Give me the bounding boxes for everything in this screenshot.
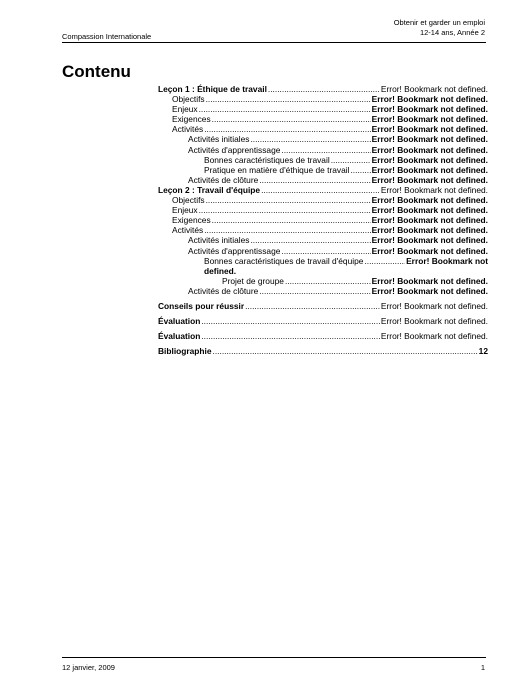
toc-entry-page: Error! Bookmark not defined. [371,104,488,115]
toc-entry-page: Error! Bookmark not defined. [380,300,488,311]
toc-entry[interactable] [158,276,488,286]
toc-leader [250,235,370,245]
toc-entry-page: Error! Bookmark not defined. [380,84,488,94]
toc-entry-text: Objectifs [172,195,205,206]
toc-leader [331,155,371,165]
toc-entry[interactable] [158,301,488,311]
header-document-info [394,18,485,37]
footer-page-number: 1 [480,663,485,672]
toc-entry-page: Error! Bookmark not defined. [371,275,488,286]
toc-entry-page: 12 [478,346,488,357]
toc-entry[interactable] [158,256,488,266]
toc-entry-text: Enjeux [172,205,198,216]
toc-leader [206,195,371,205]
toc-entry[interactable] [158,94,488,104]
toc-entry-text: Activités d'apprentissage [188,245,281,256]
toc-entry[interactable] [158,215,488,225]
toc-entry-page: Error! Bookmark not defined. [371,134,488,145]
toc-entry-page: Error! Bookmark not defined. [371,174,488,185]
toc-leader [250,134,370,144]
toc-leader [212,215,371,225]
toc-leader [213,346,478,356]
footer-date: 12 janvier, 2009 [62,663,115,672]
toc-entry-page: Error! Bookmark not defined. [371,225,488,236]
page-title: Contenu [62,62,131,81]
toc-entry-text: Évaluation [158,316,201,327]
toc-leader [281,246,370,256]
toc-entry-page: Error! Bookmark not defined. [371,94,488,105]
header-divider [62,42,486,43]
toc-leader [259,286,370,296]
toc-leader [259,175,370,185]
toc-entry-text: Activités de clôture [188,174,259,185]
header-document-title: Obtenir et garder un emploi [393,18,485,27]
toc-leader [268,84,380,94]
toc-entry-page: Error! Bookmark not defined. [371,154,488,165]
toc-entry-page: Error! Bookmark not defined. [371,215,488,226]
toc-entry-text: Exigences [172,215,211,226]
toc-entry[interactable] [158,205,488,215]
toc-leader [350,165,370,175]
toc-entry-page: Error! Bookmark not defined. [371,205,488,216]
toc-entry[interactable] [158,185,488,195]
toc-entry[interactable] [158,246,488,256]
toc-entry[interactable] [158,195,488,205]
toc-entry-text: Bonnes caractéristiques de travail [204,154,330,165]
toc-entry[interactable] [158,124,488,134]
toc-entry[interactable] [158,84,488,94]
toc-entry-page: Error! Bookmark not defined. [371,114,488,125]
header-organization: Compassion Internationale [62,32,152,41]
toc-entry-page: Error! Bookmark not defined. [371,164,488,175]
toc-entry-text: Bonnes caractéristiques de travail d'équipe [204,255,364,266]
toc-entry-text: Bibliographie [158,346,212,357]
toc-entry[interactable] [158,145,488,155]
toc-entry-text: Leçon 2 : Travail d'équipe [158,184,261,195]
toc-entry[interactable] [158,175,488,185]
toc-entry-page-continued: defined. [204,265,237,276]
toc-entry[interactable] [158,346,488,356]
toc-leader [199,104,371,114]
footer-divider [62,657,486,658]
toc-entry-page: Error! Bookmark not defined. [371,144,488,155]
toc-entry[interactable] [158,134,488,144]
toc-leader [206,94,371,104]
toc-entry-text: Conseils pour réussir [158,300,245,311]
toc-leader [245,301,380,311]
toc-entry-page: Error! Bookmark not [406,255,488,266]
toc-entry-text: Pratique en matière d'éthique de travail [204,164,350,175]
toc-entry-text: Objectifs [172,94,205,105]
toc-entry[interactable] [158,316,488,326]
toc-entry-page: Error! Bookmark not defined. [380,331,488,342]
toc-entry-page: Error! Bookmark not defined. [371,285,488,296]
toc-leader [364,256,405,266]
toc-leader [281,145,370,155]
toc-entry[interactable] [158,225,488,235]
toc-entry-text: Activités initiales [188,235,250,246]
toc-leader [261,185,380,195]
toc-entry[interactable] [158,114,488,124]
toc-entry-page: Error! Bookmark not defined. [371,245,488,256]
toc-entry[interactable] [158,155,488,165]
toc-entry-text: Leçon 1 : Éthique de travail [158,84,267,94]
toc-entry-text: Exigences [172,114,211,125]
toc-entry-text: Activités d'apprentissage [188,144,281,155]
toc-leader [204,225,370,235]
toc-entry-page: Error! Bookmark not defined. [371,124,488,135]
header-document-subtitle: 12-14 ans, Année 2 [419,27,485,37]
toc-entry-page: Error! Bookmark not defined. [380,184,488,195]
table-of-contents [158,84,488,356]
toc-entry-text: Activités [172,124,204,135]
toc-entry-page: Error! Bookmark not defined. [380,316,488,327]
toc-entry[interactable] [158,331,488,341]
toc-entry[interactable] [158,165,488,175]
toc-entry-text: Activités [172,225,204,236]
toc-entry-text: Activités de clôture [188,285,259,296]
toc-entry-text: Évaluation [158,331,201,342]
toc-leader [285,276,371,286]
toc-entry-text: Enjeux [172,104,198,115]
toc-entry-text: Activités initiales [188,134,250,145]
toc-entry[interactable] [158,286,488,296]
toc-entry-text: Projet de groupe [222,275,284,286]
toc-leader [212,114,371,124]
toc-leader [201,316,380,326]
toc-leader [201,331,380,341]
toc-entry-page: Error! Bookmark not defined. [371,195,488,206]
toc-entry-page: Error! Bookmark not defined. [371,235,488,246]
toc-leader [199,205,371,215]
toc-entry[interactable] [158,104,488,114]
toc-entry[interactable] [158,235,488,245]
toc-leader [204,124,370,134]
